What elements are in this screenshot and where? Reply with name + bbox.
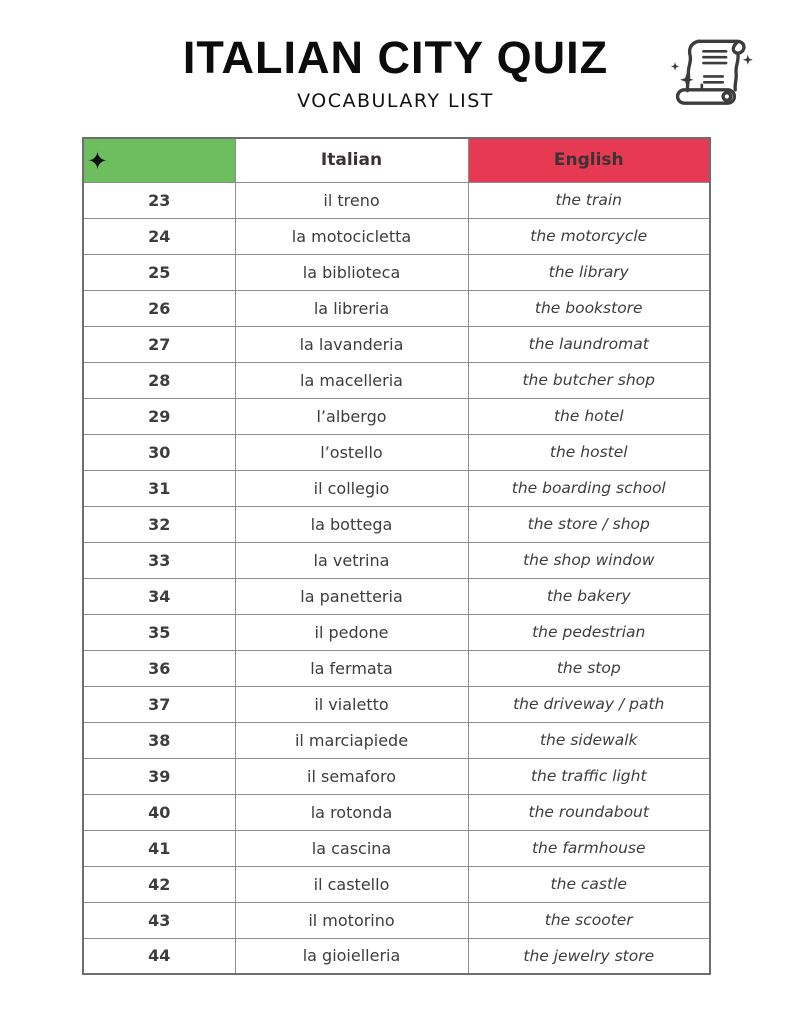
number-column-header bbox=[83, 138, 235, 182]
english-translation: the bakery bbox=[468, 578, 710, 614]
row-number: 35 bbox=[83, 614, 235, 650]
header-row bbox=[83, 138, 710, 182]
english-translation: the pedestrian bbox=[468, 614, 710, 650]
sparkle-icon: ✦ bbox=[87, 146, 108, 176]
vocab-table bbox=[82, 137, 711, 975]
table-row bbox=[83, 398, 710, 434]
english-translation: the motorcycle bbox=[468, 218, 710, 254]
scroll-icon bbox=[665, 30, 757, 112]
table-row bbox=[83, 254, 710, 290]
italian-word: la vetrina bbox=[235, 542, 468, 578]
english-translation: the jewelry store bbox=[468, 938, 710, 974]
row-number: 37 bbox=[83, 686, 235, 722]
italian-word: la fermata bbox=[235, 650, 468, 686]
italian-word: la libreria bbox=[235, 290, 468, 326]
english-translation: the laundromat bbox=[468, 326, 710, 362]
row-number: 26 bbox=[83, 290, 235, 326]
row-number: 27 bbox=[83, 326, 235, 362]
english-translation: the sidewalk bbox=[468, 722, 710, 758]
table-body bbox=[83, 182, 710, 974]
table-row bbox=[83, 866, 710, 902]
row-number: 32 bbox=[83, 506, 235, 542]
italian-word: la lavanderia bbox=[235, 326, 468, 362]
page-title: ITALIAN CITY QUIZ bbox=[182, 32, 609, 83]
table-row bbox=[83, 290, 710, 326]
table-row bbox=[83, 830, 710, 866]
italian-word: il treno bbox=[235, 182, 468, 218]
row-number: 39 bbox=[83, 758, 235, 794]
row-number: 30 bbox=[83, 434, 235, 470]
italian-word: il castello bbox=[235, 866, 468, 902]
english-translation: the farmhouse bbox=[468, 830, 710, 866]
row-number: 43 bbox=[83, 902, 235, 938]
italian-word: la motocicletta bbox=[235, 218, 468, 254]
english-translation: the castle bbox=[468, 866, 710, 902]
table-row bbox=[83, 362, 710, 398]
row-number: 31 bbox=[83, 470, 235, 506]
english-translation: the shop window bbox=[468, 542, 710, 578]
english-translation: the traffic light bbox=[468, 758, 710, 794]
english-translation: the stop bbox=[468, 650, 710, 686]
italian-word: l’ostello bbox=[235, 434, 468, 470]
table-row bbox=[83, 326, 710, 362]
row-number: 24 bbox=[83, 218, 235, 254]
row-number: 28 bbox=[83, 362, 235, 398]
table-row bbox=[83, 542, 710, 578]
row-number: 34 bbox=[83, 578, 235, 614]
english-translation: the bookstore bbox=[468, 290, 710, 326]
row-number: 42 bbox=[83, 866, 235, 902]
english-column-header: English bbox=[468, 138, 710, 182]
row-number: 40 bbox=[83, 794, 235, 830]
row-number: 38 bbox=[83, 722, 235, 758]
table-row bbox=[83, 614, 710, 650]
table-row bbox=[83, 686, 710, 722]
header bbox=[0, 0, 791, 112]
page-subtitle: VOCABULARY LIST bbox=[297, 90, 494, 113]
table-row bbox=[83, 218, 710, 254]
english-translation: the driveway / path bbox=[468, 686, 710, 722]
italian-word: il semaforo bbox=[235, 758, 468, 794]
english-translation: the hotel bbox=[468, 398, 710, 434]
italian-word: il motorino bbox=[235, 902, 468, 938]
italian-word: la bottega bbox=[235, 506, 468, 542]
english-translation: the boarding school bbox=[468, 470, 710, 506]
row-number: 29 bbox=[83, 398, 235, 434]
english-translation: the hostel bbox=[468, 434, 710, 470]
table-row bbox=[83, 758, 710, 794]
english-translation: the roundabout bbox=[468, 794, 710, 830]
row-number: 44 bbox=[83, 938, 235, 974]
italian-word: la biblioteca bbox=[235, 254, 468, 290]
english-translation: the library bbox=[468, 254, 710, 290]
italian-word: l’albergo bbox=[235, 398, 468, 434]
row-number: 33 bbox=[83, 542, 235, 578]
table-row bbox=[83, 434, 710, 470]
italian-word: la gioielleria bbox=[235, 938, 468, 974]
italian-word: il vialetto bbox=[235, 686, 468, 722]
english-translation: the scooter bbox=[468, 902, 710, 938]
table-row bbox=[83, 506, 710, 542]
italian-column-header: Italian bbox=[235, 138, 468, 182]
italian-word: la cascina bbox=[235, 830, 468, 866]
english-translation: the train bbox=[468, 182, 710, 218]
table-row bbox=[83, 794, 710, 830]
italian-word: la macelleria bbox=[235, 362, 468, 398]
row-number: 23 bbox=[83, 182, 235, 218]
english-translation: the store / shop bbox=[468, 506, 710, 542]
table-row bbox=[83, 578, 710, 614]
table-row bbox=[83, 182, 710, 218]
italian-word: la rotonda bbox=[235, 794, 468, 830]
table-row bbox=[83, 938, 710, 974]
row-number: 25 bbox=[83, 254, 235, 290]
table-row bbox=[83, 902, 710, 938]
english-translation: the butcher shop bbox=[468, 362, 710, 398]
table-row bbox=[83, 470, 710, 506]
italian-word: la panetteria bbox=[235, 578, 468, 614]
row-number: 41 bbox=[83, 830, 235, 866]
row-number: 36 bbox=[83, 650, 235, 686]
italian-word: il marciapiede bbox=[235, 722, 468, 758]
italian-word: il pedone bbox=[235, 614, 468, 650]
table-row bbox=[83, 650, 710, 686]
table-row bbox=[83, 722, 710, 758]
italian-word: il collegio bbox=[235, 470, 468, 506]
